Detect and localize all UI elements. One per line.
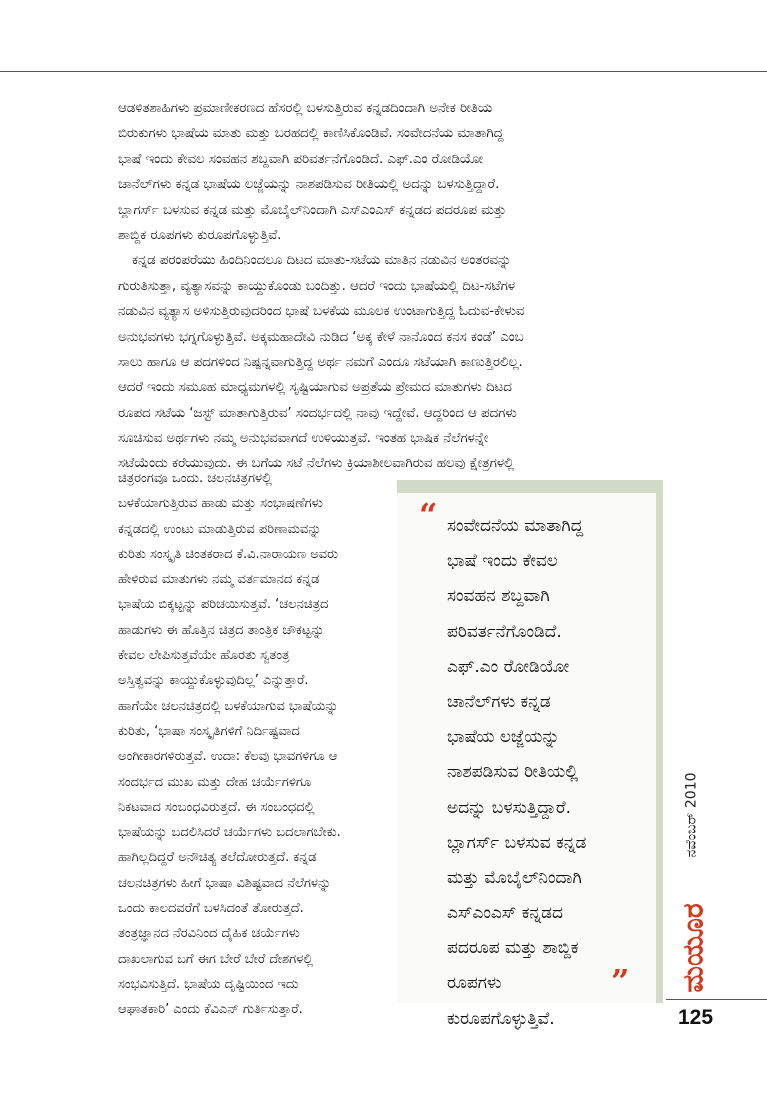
text-line: ಅನುಭವಗಳು ಭಗ್ನಗೊಳ್ಳುತ್ತಿವೆ. ಅಕ್ಕಮಹಾದೇವಿ ನುಡಿದ ‘ಅಕ್ಕ ಕೇಳೆ ನಾನೊಂದ ಕನಸ ಕಂಡೆ’ ಎಂಬ <box>118 329 524 345</box>
text-line: ತಂತ್ರಜ್ಞಾನದ ನೆರವಿನಿಂದ ದೈಹಿಕ ಚರ್ಯೆಗಳು <box>118 926 300 942</box>
quote-line: ಎಫ್.ಎಂ ರೋಡಿಯೋ <box>447 656 570 677</box>
text-line: ಚಿತ್ರರಂಗವೂ ಒಂದು. ಚಲನಚಿತ್ರಗಳಲ್ಲಿ <box>118 471 272 486</box>
pull-quote <box>397 480 663 1029</box>
text-line: ಸೂಚಿಸುವ ಅರ್ಥಗಳು ನಮ್ಮ ಅನುಭವವಾಗದೆ ಉಳಿಯುತ್ತವೆ. ಇಂತಹ ಭಾಷಿಕ ನೆಲೆಗಳನ್ನೇ <box>118 431 489 447</box>
open-quote-icon: “ <box>419 496 438 534</box>
text-line: ಹಾಗೆಯೇ ಚಲನಚಿತ್ರದಲ್ಲಿ ಬಳಕೆಯಾಗುವ ಭಾಷೆಯನ್ನು <box>118 698 339 714</box>
quote-line: ಪರಿವರ್ತನೆಗೊಂಡಿದೆ. <box>447 621 562 642</box>
text-line: ಕನ್ನಡದಲ್ಲಿ ಉಂಟು ಮಾಡುತ್ತಿರುವ ಪರಿಣಾಮವನ್ನು <box>118 521 322 537</box>
magazine-logo-text: ಮಯೂರ <box>677 903 711 993</box>
text-line: ಗುರುತಿಸುತ್ತಾ, ವ್ಯತ್ಯಾಸವನ್ನು ಕಾಯ್ದುಕೊಂಡು ಬಂದಿತ್ತು. ಆದರೆ ಇಂದು ಭಾಷೆಯಲ್ಲಿ ದಿಟ-ಸಟೆಗಳ <box>118 278 516 294</box>
article-body-full <box>118 96 648 477</box>
text-line: ದಾಖಲಾಗುವ ಬಗೆ ಈಗ ಬೇರೆ ಬೇರೆ ದೇಶಗಳಲ್ಲಿ <box>118 951 314 967</box>
text-line: ಕುರಿತು ಸಂಸ್ಕೃತಿ ಚಿಂತಕರಾದ ಕೆ.ವಿ.ನಾರಾಯಣ ಅವರು <box>118 546 339 562</box>
footer-rule <box>666 999 767 1000</box>
quote-line: ರೂಪಗಳು <box>447 973 502 994</box>
text-line: ಬ್ಲಾಗರ್ಸ್ ಬಳಸುವ ಕನ್ನಡ ಮತ್ತು ಮೊಬೈಲ್‌ನಿಂದಾಗಿ ಎಸ್‌ಎಂಎಸ್ ಕನ್ನಡದ ಪದರೂಪ ಮತ್ತು <box>118 202 507 218</box>
article-body-column <box>118 466 400 1023</box>
quote-line: ಸಂವಹನ ಶಬ್ದವಾಗಿ <box>447 586 550 607</box>
page-number: 125 <box>678 1006 714 1029</box>
text-line: ನಡುವಿನ ವ್ಯತ್ಯಾಸ ಅಳಿಸುತ್ತಿರುವುದರಿಂದ ಭಾಷೆ ಬಳಕೆಯ ಮೂಲಕ ಉಂಟಾಗುತ್ತಿದ್ದ ಓದುವ-ಕೇಳುವ <box>118 304 525 320</box>
text-line: ಆಘಾತಕಾರಿ’ ಎಂದು ಕೆವಿಎನ್ ಗುರ್ತಿಸುತ್ತಾರೆ. <box>118 1002 303 1018</box>
quote-line: ಭಾಷೆಯ ಲಜ್ಜೆಯನ್ನು <box>447 727 560 748</box>
text-line: ಬಿರುಕುಗಳು ಭಾಷೆಯ ಮಾತು ಮತ್ತು ಬರಹದಲ್ಲಿ ಕಾಣಿಸಿಕೊಂಡಿವೆ. ಸಂವೇದನೆಯ ಮಾತಾಗಿದ್ದ <box>118 126 504 142</box>
text-line: ಚಲನಚಿತ್ರಗಳು ಹೀಗೆ ಭಾಷಾ ವಿಶಿಷ್ಟವಾದ ನೆಲೆಗಳನ್ನು <box>118 875 332 891</box>
text-line: ನಿಕಟವಾದ ಸಂಬಂಧವಿರುತ್ತದೆ. ಈ ಸಂಬಂಧದಲ್ಲಿ <box>118 799 315 815</box>
text-line: ಕೇವಲ ಲೇಪಿಸುತ್ತವೆಯೇ ಹೊರತು ಸ್ವತಂತ್ರ <box>118 648 290 664</box>
quote-line: ಬ್ಲಾಗರ್ಸ್ ಬಳಸುವ ಕನ್ನಡ <box>447 832 587 853</box>
quote-line: ಭಾಷೆ ಇಂದು ಕೇವಲ <box>447 551 558 572</box>
text-line: ಭಾಷೆಯನ್ನು ಬದಲಿಸಿದರೆ ಚರ್ಯೆಗಳು ಬದಲಾಗಬೇಕು. <box>118 825 341 841</box>
magazine-logo <box>673 900 715 996</box>
text-line: ಒಂದು ಕಾಲದವರೆಗೆ ಬಳಸಿದಂತೆ ತೋರುತ್ತದೆ. <box>118 901 304 917</box>
header-rule <box>0 71 767 72</box>
text-line: ಕನ್ನಡ ಪರಂಪರೆಯು ಹಿಂದಿನಿಂದಲೂ ದಿಟದ ಮಾತು-ಸಟೆಯ ಮಾತಿನ ನಡುವಿನ ಅಂತರವನ್ನು <box>132 253 512 269</box>
quote-line: ಎಸ್‌ಎಂಎಸ್ ಕನ್ನಡದ <box>447 903 563 924</box>
issue-date <box>672 740 712 890</box>
quote-line: ಕುರೂಪಗೊಳ್ಳುತ್ತಿವೆ. <box>447 1008 555 1029</box>
close-quote-icon: ” <box>611 962 630 1000</box>
text-line: ಅಂಗೀಕಾರಗಳಿರುತ್ತವೆ. ಉದಾ: ಕೆಲವು ಭಾವಗಳಿಗೂ ಆ <box>118 749 338 765</box>
quote-line: ಪದರೂಪ ಮತ್ತು ಶಾಬ್ದಿಕ <box>447 938 579 959</box>
text-line: ಸಂಭವಿಸುತ್ತಿದೆ. ಭಾಷೆಯ ದೃಷ್ಟಿಯಿಂದ ಇದು <box>118 976 299 992</box>
text-line: ಸಾಲು ಹಾಗೂ ಆ ಪದಗಳಿಂದ ನಿಷ್ಪನ್ನವಾಗುತ್ತಿದ್ದ ಅರ್ಥ ನಮಗೆ ಎಂದೂ ಸಟೆಯಾಗಿ ಕಾಣುತ್ತಿರಲಿಲ್ಲ. <box>118 354 523 370</box>
quote-line: ಮತ್ತು ಮೊಬೈಲ್‌ನಿಂದಾಗಿ <box>447 867 582 888</box>
issue-date-text: ನವೆಂಬರ್ 2010 <box>684 772 701 858</box>
text-line: ಭಾಷೆ ಇಂದು ಕೇವಲ ಸಂವಹನ ಶಬ್ದವಾಗಿ ಪರಿವರ್ತನೆಗೊಂಡಿದೆ. ಎಫ್.ಎಂ ರೋಡಿಯೋ <box>118 151 483 167</box>
quote-line: ಚಾನೆಲ್‌ಗಳು ಕನ್ನಡ <box>447 691 551 712</box>
text-line: ಚಾನೆಲ್‌ಗಳು ಕನ್ನಡ ಭಾಷೆಯ ಲಜ್ಜೆಯನ್ನು ನಾಶಪಡಿಸುವ ರೀತಿಯಲ್ಲಿ ಅದನ್ನು ಬಳಸುತ್ತಿದ್ದಾರೆ. <box>118 177 500 193</box>
quote-line: ನಾಶಪಡಿಸುವ ರೀತಿಯಲ್ಲಿ <box>447 762 579 783</box>
text-line: ಹೇಳಿರುವ ಮಾತುಗಳು ನಮ್ಮ ವರ್ತಮಾನದ ಕನ್ನಡ <box>118 572 320 588</box>
text-line: ಶಾಬ್ದಿಕ ರೂಪಗಳು ಕುರೂಪಗೊಳ್ಳುತ್ತಿವೆ. <box>118 227 282 243</box>
text-line: ಬಳಕೆಯಾಗುತ್ತಿರುವ ಹಾಡು ಮತ್ತು ಸಂಭಾಷಣೆಗಳು <box>118 496 323 512</box>
text-line: ರೂಪದ ಸಟೆಯ ‘ಜಸ್ಟ್ ಮಾತಾಗುತ್ತಿರುವ’ ಸಂದರ್ಭದಲ್ಲಿ ನಾವು ಇದ್ದೇವೆ. ಆದ್ದರಿಂದ ಆ ಪದಗಳು <box>118 405 517 421</box>
text-line: ಹಾಡುಗಳು ಈ ಹೊತ್ತಿನ ಚಿತ್ರದ ತಾಂತ್ರಿಕ ಚೌಕಟ್ಟನ್ನು <box>118 622 325 638</box>
quote-line: ಸಂವೇದನೆಯ ಮಾತಾಗಿದ್ದ <box>447 516 584 536</box>
text-line: ಕುರಿತು, ‘ಭಾಷಾ ಸಂಸ್ಕೃತಿಗಳಿಗೆ ನಿರ್ದಿಷ್ಟವಾದ <box>118 723 300 739</box>
pull-quote-text <box>447 509 657 1037</box>
text-line: ಆಡಳಿತಶಾಹಿಗಳು ಪ್ರಮಾಣೀಕರಣದ ಹೆಸರಲ್ಲಿ ಬಳಸುತ್ತಿರುವ ಕನ್ನಡದಿಂದಾಗಿ ಅನೇಕ ರೀತಿಯ <box>118 101 493 116</box>
text-line: ಭಾಷೆಯ ಬಿಕ್ಕಟ್ಟನ್ನು ಪರಿಚಯಿಸುತ್ತವೆ. ‘ಚಲನಚಿತ್ರದ <box>118 597 329 613</box>
text-line: ಸಟೆಯೆಂದು ಕರೆಯುವುದು. ಈ ಬಗೆಯ ಸಟೆ ನೆಲೆಗಳು ಕ್ರಿಯಾಶೀಲವಾಗಿರುವ ಹಲವು ಕ್ಷೇತ್ರಗಳಲ್ಲಿ <box>118 456 515 472</box>
text-line: ಆದರೆ ಇಂದು ಸಮೂಹ ಮಾಧ್ಯಮಗಳಲ್ಲಿ ಸೃಷ್ಟಿಯಾಗುವ ಅಪ್ರತೆಯ ಪ್ರೇಮದ ಮಾತುಗಳು ದಿಟದ <box>118 380 512 396</box>
text-line: ಸಂದರ್ಭದ ಮುಖ ಮತ್ತು ದೇಹ ಚರ್ಯೆಗಳಿಗೂ <box>118 774 312 790</box>
text-line: ಹಾಗಿಲ್ಲದಿದ್ದರೆ ಅನೌಚಿತ್ಯ ತಲೆದೋರುತ್ತದೆ. ಕನ್ನಡ <box>118 850 317 866</box>
quote-line: ಅದನ್ನು ಬಳಸುತ್ತಿದ್ದಾರೆ. <box>447 797 571 818</box>
text-line: ಅಸ್ತಿತ್ವವನ್ನು ಕಾಯ್ದುಕೊಳ್ಳುವುದಿಲ್ಲ’ ಎನ್ನುತ್ತಾರೆ. <box>118 673 309 689</box>
